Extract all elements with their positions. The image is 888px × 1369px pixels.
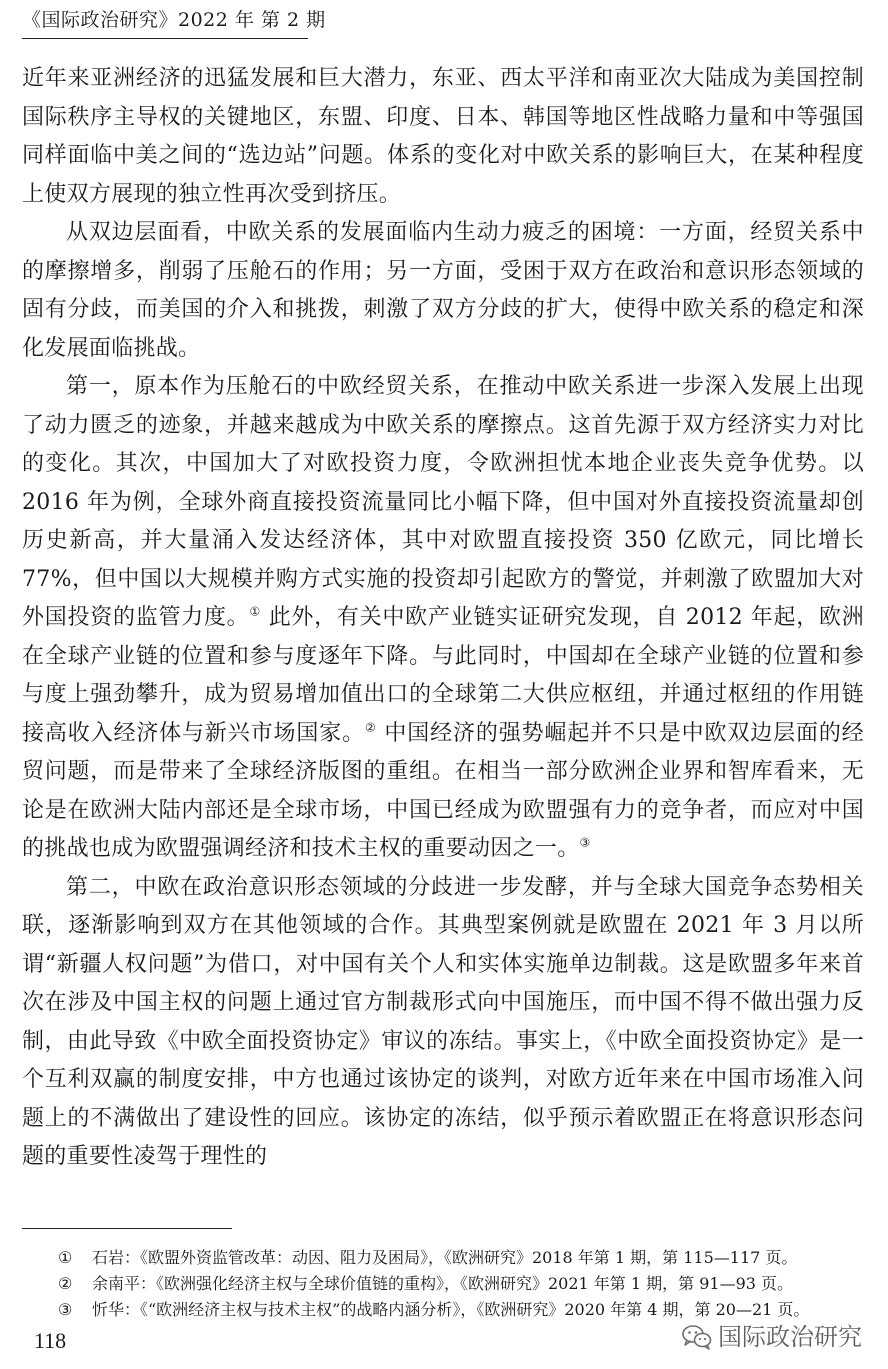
footnote-mark: ③	[58, 1300, 73, 1319]
header-rule	[22, 38, 308, 39]
footnote-text: 石岩：《欧盟外资监管改革：动因、阻力及困局》，《欧洲研究》2018 年第 1 期，第 115—117 页。	[92, 1248, 798, 1267]
footnote-mark: ②	[58, 1274, 73, 1293]
footnote-ref-1[interactable]: ①	[249, 604, 261, 619]
footnote-ref-2[interactable]: ②	[364, 720, 377, 735]
paragraph-3	[22, 368, 864, 869]
body-text	[22, 60, 864, 1177]
running-head: 《国际政治研究》2022 年 第 2 期	[22, 9, 326, 31]
paragraph-2: 从双边层面看，中欧关系的发展面临内生动力疲乏的困境：一方面，经贸关系中的摩擦增多，削弱了压舱石的作用；另一方面，受困于双方在政治和意识形态领域的固有分歧，而美国的介入和挑拨，刺激了双方分歧的扩大，使得中欧关系的稳定和深化发展面临挑战。	[22, 220, 864, 361]
page-number: 118	[34, 1328, 67, 1353]
wechat-icon	[682, 1324, 712, 1350]
footnote-text: 忻华：《“欧洲经济主权与技术主权”的战略内涵分析》，《欧洲研究》2020 年第 4 期，第 20—21 页。	[92, 1300, 810, 1319]
paragraph-3-segment-3: 中国经济的强势崛起并不只是中欧双边层面的经贸问题，而是带来了全球经济版图的重组。在相当一部分欧洲企业界和智库看来，无论是在欧洲大陆内部还是全球市场，中国已经成为欧盟强有力的竞争者，而应对中国的挑战也成为欧盟强调经济和技术主权的重要动因之一。	[22, 720, 864, 861]
footnote-mark: ①	[58, 1248, 73, 1267]
footnote-3	[58, 1297, 858, 1323]
wechat-watermark	[682, 1322, 862, 1352]
footnote-1	[58, 1245, 858, 1271]
paragraph-3-segment-1: 第一，原本作为压舱石的中欧经贸关系，在推动中欧关系进一步深入发展上出现了动力匮乏的迹象，并越来越成为中欧关系的摩擦点。这首先源于双方经济实力对比的变化。其次，中国加大了对欧投资力度，令欧洲担忧本地企业丧失竞争优势。以 2016 年为例，全球外商直接投资流量同比小幅下降，但中国对外直接投资流量却创历史新高，并大量涌入发达经济体，其中对欧盟直接投资 350 亿欧元，同比增长 77%，但中国以大规模并购方式实施的投资却引起欧方的警觉，并刺激了欧盟加大对外国投资的监管力度。	[22, 374, 864, 630]
paragraph-4: 第二，中欧在政治意识形态领域的分歧进一步发酵，并与全球大国竞争态势相关联，逐渐影响到双方在其他领域的合作。其典型案例就是欧盟在 2021 年 3 月以所谓“新疆人权问题”为借口，对中国有关个人和实体实施单边制裁。这是欧盟多年来首次在涉及中国主权的问题上通过官方制裁形式向中国施压，而中国不得不做出强力反制，由此导致《中欧全面投资协定》审议的冻结。事实上，《中欧全面投资协定》是一个互利双赢的制度安排，中方也通过该协定的谈判，对欧方近年来在中国市场准入问题上的不满做出了建设性的回应。该协定的冻结，似乎预示着欧盟正在将意识形态问题的重要性凌驾于理性的	[22, 874, 864, 1169]
paragraph-1: 近年来亚洲经济的迅猛发展和巨大潜力，东亚、西太平洋和南亚次大陆成为美国控制国际秩序主导权的关键地区，东盟、印度、日本、韩国等地区性战略力量和中等强国同样面临中美之间的“选边站”问题。体系的变化对中欧关系的影响巨大，在某种程度上使双方展现的独立性再次受到挤压。	[22, 66, 864, 207]
footnote-ref-3[interactable]: ③	[579, 835, 591, 850]
footnotes	[58, 1245, 858, 1323]
paragraph-3-segment-2: 此外，有关中欧产业链实证研究发现，自 2012 年起，欧洲在全球产业链的位置和参与度逐年下降。与此同时，中国却在全球产业链的位置和参与度上强劲攀升，成为贸易增加值出口的全球第二大供应枢纽，并通过枢纽的作用链接高收入经济体与新兴市场国家。	[22, 605, 864, 746]
watermark-text: 国际政治研究	[718, 1323, 862, 1351]
footnote-2	[58, 1271, 858, 1297]
footnote-text: 余南平：《欧洲强化经济主权与全球价值链的重构》，《欧洲研究》2021 年第 1 期，第 91—93 页。	[92, 1274, 794, 1293]
footnote-rule	[22, 1228, 232, 1229]
